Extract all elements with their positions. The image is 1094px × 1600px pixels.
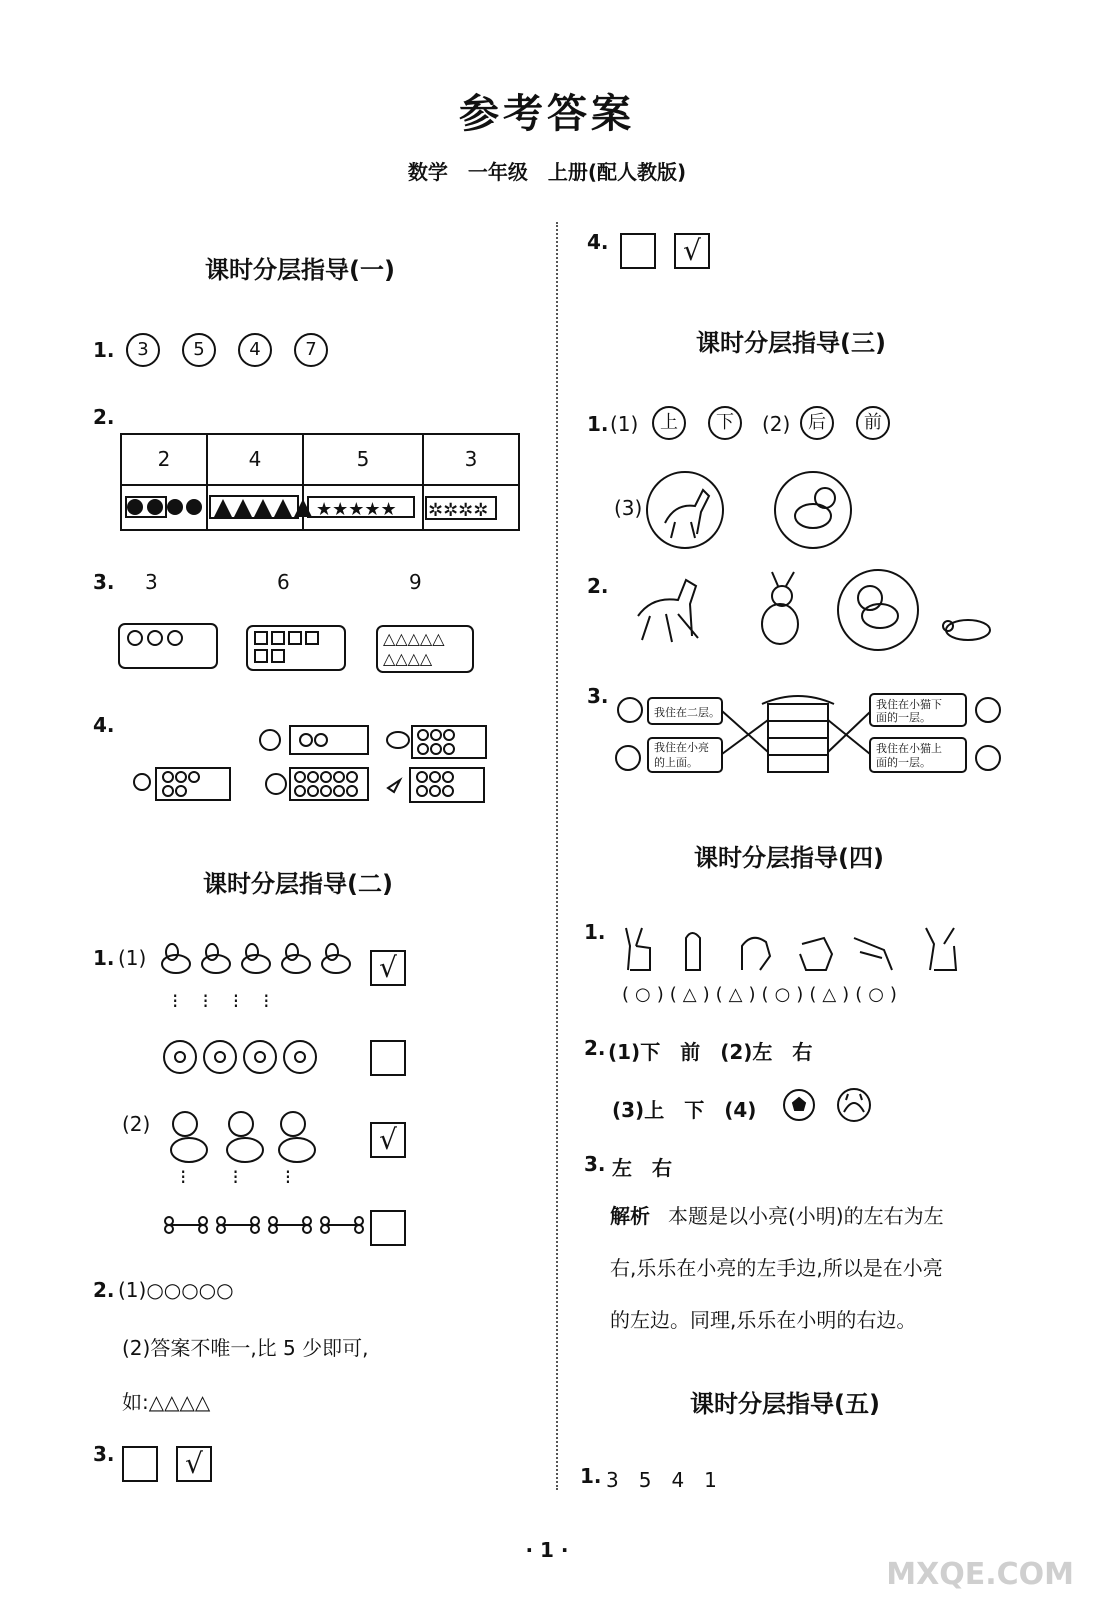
hand-answer: (○) [855,984,903,1005]
checked-box: √ [370,950,406,986]
s2-q2-line3: 如:△△△△ [122,1390,211,1414]
circled-answer: 下 [708,406,742,440]
s4-q3-answer: 左 右 [612,1156,672,1180]
page-title: 参考答案 [459,90,635,137]
s4-q2-label: 2. [584,1036,606,1060]
q3-count: 6 [277,570,290,594]
svg-text:★★★★★: ★★★★★ [316,499,397,520]
table-count: 2 [157,447,171,471]
analysis-line [610,1190,1040,1242]
q4-label: 4. [93,713,115,737]
checked-box: √ [674,233,710,269]
s4-q1-label: 1. [584,920,606,944]
circled-answer: 上 [652,406,686,440]
dotted-links: ⁝ ⁝ ⁝ [180,1165,294,1189]
table-count: 4 [248,447,262,471]
empty-box [620,233,656,269]
s3-q2-label: 2. [587,574,609,598]
s3-q1-p3: (3) [614,496,643,520]
s2-q1-part2: (2) [122,1112,151,1136]
analysis-label: 解析 [610,1204,650,1228]
q1-circled-answers [126,333,350,367]
building-matching-graphic [612,688,1024,780]
hand-answer: (△) [715,984,762,1005]
analysis-text: 本题是以小亮(小明)的左右为左 [668,1204,944,1228]
s3-q1-p1: (1) [610,412,639,436]
bone-row-graphic [162,1212,372,1238]
circled-number: 3 [126,333,160,367]
empty-box [370,1210,406,1246]
s3-q1-p2: (2) [762,412,791,436]
s2-q2-line1: (1)○○○○○ [118,1278,234,1302]
circled-number: 4 [238,333,272,367]
circled-number: 5 [182,333,216,367]
svg-text:△△△△△: △△△△△ [383,629,445,648]
dotted-links: ⁝ ⁝ ⁝ ⁝ [172,989,272,1013]
analysis-block [610,1190,1040,1346]
r-q4-label: 4. [587,230,609,254]
table-count: 3 [464,447,478,471]
circled-answer: 前 [856,406,890,440]
s3-q3-label: 3. [587,684,609,708]
section-title-2: 课时分层指导(二) [203,870,393,898]
s2-q3-label: 3. [93,1442,115,1466]
page-subtitle: 数学 一年级 上册(配人教版) [407,160,687,184]
q1-label: 1. [93,338,115,362]
s4-q2-line2: (3)上 下 (4) [612,1098,757,1122]
s2-q1-part1: (1) [118,946,147,970]
circled-answer: 后 [800,406,834,440]
s4-q2-line1: (1)下 前 (2)左 右 [608,1040,813,1064]
s4-q3-label: 3. [584,1152,606,1176]
ball-cat-graphic [782,1086,878,1124]
section-title-5: 课时分层指导(五) [690,1390,880,1418]
shape-count-table [120,433,520,531]
page-number: · 1 · [525,1538,569,1562]
hand-answer: (△) [809,984,856,1005]
table-rule [122,484,518,486]
dog-row-graphic [163,1108,323,1168]
q3-shape-boxes [115,620,477,680]
bee-row-graphic [156,940,356,980]
s3-q1-circles-b [800,406,912,440]
s3-q1-label: 1. [587,412,609,436]
empty-box [122,1446,158,1482]
column-divider [556,222,558,1490]
circled-number: 7 [294,333,328,367]
section-title-3: 课时分层指导(三) [696,329,886,357]
svg-text:✲✲✲✲: ✲✲✲✲ [428,500,489,521]
bubble-text: 的上面。 [654,756,698,769]
empty-box [370,1040,406,1076]
q2-label: 2. [93,405,115,429]
hand-answer: (○) [622,984,670,1005]
checked-box: √ [176,1446,212,1482]
hand-gestures-graphic [620,924,980,976]
bubble-text: 我住在二层。 [654,706,720,719]
s2-q2-line2: (2)答案不唯一,比 5 少即可, [122,1336,369,1360]
checked-box: √ [370,1122,406,1158]
s5-q1-label: 1. [580,1464,602,1488]
watermark: MXQE.COM [886,1557,1074,1592]
q3-count: 3 [145,570,158,594]
section-title-1: 课时分层指导(一) [205,256,395,284]
s2-q2-label: 2. [93,1278,115,1302]
q3-count: 9 [409,570,422,594]
hand-answer: (○) [761,984,810,1005]
flower-row-graphic [160,1036,322,1078]
bubble-text: 面的一层。 [876,711,931,724]
s3-q1-circles-a [652,406,764,440]
svg-text:△△△△: △△△△ [383,649,433,668]
bubble-text: 我住在小亮 [654,741,709,754]
table-count: 5 [356,447,370,471]
shape-row-graphic [122,487,518,529]
bubble-text: 我住在小猫下 [876,698,942,711]
q4-animal-count-boxes [130,718,500,806]
section-title-4: 课时分层指导(四) [694,844,884,872]
s5-q1-answer: 3 5 4 1 [606,1468,717,1492]
hand-answer: (△) [669,984,716,1005]
q3-label: 3. [93,570,115,594]
animals-row-graphic [632,566,1008,656]
hand-answers [622,984,982,1005]
bubble-text: 我住在小猫上 [876,742,942,755]
analysis-line: 的左边。同理,乐乐在小明的右边。 [610,1308,917,1332]
bubble-text: 面的一层。 [876,756,931,769]
analysis-line: 右,乐乐在小亮的左手边,所以是在小亮 [610,1256,943,1280]
s2-q1-label: 1. [93,946,115,970]
circled-horse-dog-graphic [645,468,865,552]
